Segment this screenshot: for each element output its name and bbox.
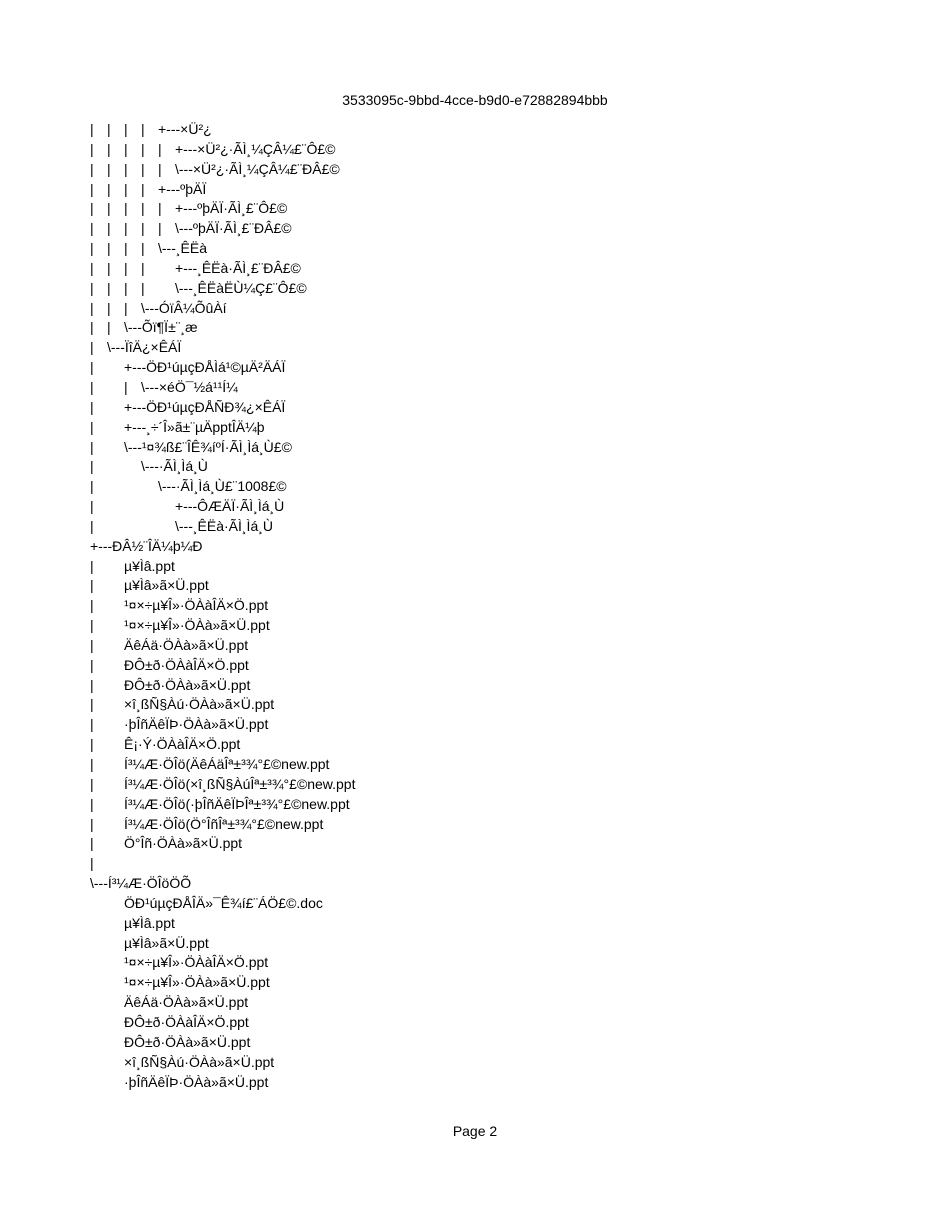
tree-branch-bar: | <box>124 200 128 217</box>
tree-line <box>90 557 910 577</box>
tree-entry-text: ·þÎñÄêÏÞ·ÖÀà»ã×Ü.ppt <box>124 1073 269 1090</box>
tree-line <box>90 120 910 140</box>
tree-entry-text: Í³¼Æ·ÖÎö(·þÎñÄêÏÞÎª±³¾°£©new.ppt <box>124 795 350 812</box>
tree-line <box>90 1033 910 1053</box>
tree-entry-text: ¹¤×÷µ¥Î»·ÖÀàÎÄ×Ö.ppt <box>124 597 269 614</box>
tree-entry-text: \---Í³¼Æ·ÖÎöÖÕ <box>90 875 192 892</box>
tree-branch-bar: | <box>141 279 145 296</box>
tree-entry-text: Í³¼Æ·ÖÎö(×î¸ßÑ§ÀúÎª±³¾°£©new.ppt <box>124 775 356 792</box>
tree-branch-bar: | <box>141 140 145 157</box>
tree-branch-bar: | <box>107 259 111 276</box>
tree-entry-text: ÖÐ¹úµçÐÅÎÄ»¯Ê¾í£¨ÁÖ£©.doc <box>124 894 323 911</box>
tree-entry-text: +---¸÷´Î»ã±¨µÄpptÎÄ¼þ <box>124 418 265 435</box>
tree-branch-bar: | <box>107 319 111 336</box>
tree-entry-text: ·þÎñÄêÏÞ·ÖÀà»ã×Ü.ppt <box>124 716 269 733</box>
tree-branch-bar: | <box>90 736 94 753</box>
tree-line <box>90 695 910 715</box>
page-number: Page 2 <box>452 1123 498 1139</box>
tree-line <box>90 140 910 160</box>
tree-entry-text: \---¹¤¾ß£¨ÎÊ¾íºÍ·ÃÌ¸Ìá¸Ù£© <box>124 438 292 455</box>
tree-branch-bar: | <box>90 557 94 574</box>
tree-entry-text: ¹¤×÷µ¥Î»·ÖÀàÎÄ×Ö.ppt <box>124 954 269 971</box>
tree-branch-bar: | <box>90 756 94 772</box>
tree-branch-bar: | <box>124 180 128 197</box>
tree-entry-text: Í³¼Æ·ÖÎö(Ö°ÎñÎª±³¾°£©new.ppt <box>124 815 324 832</box>
tree-line <box>90 160 910 180</box>
tree-branch-bar: | <box>124 140 128 157</box>
tree-entry-text: ÄêÁä·ÖÀà»ã×Ü.ppt <box>124 636 249 653</box>
tree-line <box>90 656 910 676</box>
tree-line <box>90 874 910 894</box>
tree-line <box>90 993 910 1013</box>
tree-entry-text: Ö°Îñ·ÖÀà»ã×Ü.ppt <box>124 835 243 852</box>
tree-entry-text: \---Õï¶Ï±¨¸æ <box>124 319 198 336</box>
tree-entry-text: +---ÖÐ¹úµçÐÅÑÐ¾¿×ÊÁÏ <box>124 398 286 415</box>
tree-line <box>90 636 910 656</box>
tree-branch-bar: | <box>90 498 94 515</box>
tree-branch-bar: | <box>90 378 94 395</box>
tree-line <box>90 854 910 874</box>
tree-branch-bar: | <box>90 279 94 296</box>
tree-entry-text: Í³¼Æ·ÖÎö(ÄêÁäÎª±³¾°£©new.ppt <box>124 756 330 772</box>
tree-line <box>90 616 910 636</box>
tree-entry-text: +---¸ÊËà·ÃÌ¸£¨ÐÂ£© <box>175 259 301 276</box>
tree-branch-bar: | <box>141 240 145 257</box>
tree-branch-bar: | <box>124 160 128 177</box>
tree-branch-bar: | <box>124 279 128 296</box>
tree-entry-text: µ¥Ìâ.ppt <box>124 914 175 931</box>
tree-line <box>90 834 910 854</box>
tree-entry-text: ÐÔ±ð·ÖÀà»ã×Ü.ppt <box>124 1033 251 1050</box>
tree-entry-text: \---¸ÊËàËÙ¼Ç£¨Ô£© <box>175 279 307 296</box>
tree-line <box>90 1053 910 1073</box>
tree-entry-text: +---ºþÄÏ·ÃÌ¸£¨Ô£© <box>175 200 288 217</box>
tree-branch-bar: | <box>158 220 162 237</box>
tree-entry-text: ÐÔ±ð·ÖÀàÎÄ×Ö.ppt <box>124 1013 249 1030</box>
tree-branch-bar: | <box>107 180 111 197</box>
tree-entry-text: +---ºþÄÏ <box>158 180 207 197</box>
tree-line <box>90 596 910 616</box>
tree-branch-bar: | <box>90 676 94 693</box>
tree-branch-bar: | <box>90 716 94 733</box>
tree-entry-text: \---·ÃÌ¸Ìá¸Ù£¨1008£© <box>158 478 287 495</box>
tree-line <box>90 418 910 438</box>
tree-line <box>90 735 910 755</box>
tree-entry-text: +---ÔÆÄÏ·ÃÌ¸Ìá¸Ù <box>175 498 285 515</box>
tree-branch-bar: | <box>90 299 94 316</box>
tree-entry-text: ×î¸ßÑ§Àú·ÖÀà»ã×Ü.ppt <box>124 1053 275 1070</box>
tree-entry-text: \---·ÃÌ¸Ìá¸Ù <box>141 458 208 475</box>
tree-branch-bar: | <box>124 259 128 276</box>
tree-line <box>90 953 910 973</box>
tree-line <box>90 1013 910 1033</box>
tree-branch-bar: | <box>141 200 145 217</box>
tree-entry-text: ¹¤×÷µ¥Î»·ÖÀà»ã×Ü.ppt <box>124 617 270 634</box>
tree-branch-bar: | <box>90 597 94 614</box>
tree-branch-bar: | <box>90 240 94 257</box>
tree-line <box>90 378 910 398</box>
tree-branch-bar: | <box>90 517 94 534</box>
tree-branch-bar: | <box>141 160 145 177</box>
tree-line <box>90 259 910 279</box>
tree-branch-bar: | <box>90 140 94 157</box>
tree-line <box>90 576 910 596</box>
tree-entry-text: µ¥Ìâ.ppt <box>124 557 175 574</box>
tree-line <box>90 299 910 319</box>
tree-branch-bar: | <box>107 220 111 237</box>
tree-line <box>90 676 910 696</box>
tree-branch-bar: | <box>158 140 162 157</box>
tree-branch-bar: | <box>90 160 94 177</box>
tree-entry-text: Ê¡·Ý·ÖÀàÎÄ×Ö.ppt <box>124 736 241 753</box>
tree-branch-bar: | <box>90 259 94 276</box>
tree-entry-text: \---¸ÊËà·ÃÌ¸Ìá¸Ù <box>175 517 273 534</box>
tree-entry-text: +---ÖÐ¹úµçÐÅÌá¹©µÄ²ÄÁÏ <box>124 359 286 376</box>
tree-branch-bar: | <box>107 160 111 177</box>
tree-line <box>90 715 910 735</box>
tree-line <box>90 239 910 259</box>
tree-line <box>90 398 910 418</box>
tree-branch-bar: | <box>90 636 94 653</box>
tree-line <box>90 1073 910 1093</box>
tree-entry-text: ¹¤×÷µ¥Î»·ÖÀà»ã×Ü.ppt <box>124 974 270 991</box>
tree-branch-bar: | <box>90 855 94 872</box>
tree-entry-text: \---ÏîÄ¿×ÊÁÏ <box>107 339 182 356</box>
tree-line <box>90 318 910 338</box>
tree-branch-bar: | <box>141 180 145 197</box>
tree-line <box>90 894 910 914</box>
tree-branch-bar: | <box>124 220 128 237</box>
tree-branch-bar: | <box>107 279 111 296</box>
tree-line <box>90 180 910 200</box>
tree-branch-bar: | <box>90 398 94 415</box>
tree-entry-text: ÐÔ±ð·ÖÀà»ã×Ü.ppt <box>124 676 251 693</box>
tree-branch-bar: | <box>124 378 128 395</box>
tree-line <box>90 279 910 299</box>
tree-entry-text: ÄêÁä·ÖÀà»ã×Ü.ppt <box>124 994 249 1011</box>
tree-branch-bar: | <box>141 259 145 276</box>
tree-line <box>90 477 910 497</box>
tree-entry-text: ÐÔ±ð·ÖÀàÎÄ×Ö.ppt <box>124 656 249 673</box>
tree-entry-text: \---ÓïÂ¼ÕûÀí <box>141 299 227 316</box>
tree-entry-text: \---×Ü²¿·ÃÌ¸¼ÇÂ¼£¨ÐÂ£© <box>175 160 340 177</box>
tree-branch-bar: | <box>124 240 128 257</box>
tree-branch-bar: | <box>124 121 128 137</box>
tree-line <box>90 815 910 835</box>
tree-entry-text: µ¥Ìâ»ã×Ü.ppt <box>124 934 209 951</box>
tree-line <box>90 438 910 458</box>
tree-branch-bar: | <box>107 121 111 137</box>
tree-line <box>90 973 910 993</box>
tree-branch-bar: | <box>90 200 94 217</box>
tree-branch-bar: | <box>124 299 128 316</box>
tree-branch-bar: | <box>107 299 111 316</box>
tree-branch-bar: | <box>90 835 94 852</box>
page-header-doc-id: 3533095c-9bbd-4cce-b9d0-e72882894bbb <box>342 92 608 108</box>
tree-entry-text: +---×Ü²¿ <box>158 121 212 137</box>
tree-branch-bar: | <box>141 121 145 137</box>
tree-branch-bar: | <box>90 775 94 792</box>
tree-branch-bar: | <box>158 200 162 217</box>
tree-line <box>90 914 910 934</box>
tree-entry-text: \---×éÖ¯½á¹¹Í¼ <box>141 378 238 395</box>
tree-line <box>90 755 910 775</box>
tree-entry-text: µ¥Ìâ»ã×Ü.ppt <box>124 577 209 594</box>
tree-branch-bar: | <box>90 617 94 634</box>
tree-entry-text: \---ºþÄÏ·ÃÌ¸£¨ÐÂ£© <box>175 220 292 237</box>
tree-branch-bar: | <box>90 795 94 812</box>
tree-line <box>90 457 910 477</box>
tree-branch-bar: | <box>90 458 94 475</box>
tree-branch-bar: | <box>90 180 94 197</box>
tree-entry-text: +---×Ü²¿·ÃÌ¸¼ÇÂ¼£¨Ô£© <box>175 140 336 157</box>
tree-line <box>90 537 910 557</box>
tree-branch-bar: | <box>107 200 111 217</box>
tree-line <box>90 358 910 378</box>
tree-line <box>90 795 910 815</box>
directory-tree-listing <box>90 120 910 1092</box>
tree-branch-bar: | <box>158 160 162 177</box>
tree-entry-text: \---¸ÊËà <box>158 240 207 257</box>
tree-branch-bar: | <box>90 478 94 495</box>
tree-line <box>90 497 910 517</box>
tree-branch-bar: | <box>107 240 111 257</box>
tree-branch-bar: | <box>90 438 94 455</box>
tree-branch-bar: | <box>90 696 94 713</box>
tree-branch-bar: | <box>90 815 94 832</box>
tree-entry-text: +---ÐÂ½¨ÎÄ¼þ¼Ð <box>90 537 203 554</box>
tree-branch-bar: | <box>90 121 94 137</box>
tree-branch-bar: | <box>90 339 94 356</box>
tree-line <box>90 517 910 537</box>
tree-entry-text: ×î¸ßÑ§Àú·ÖÀà»ã×Ü.ppt <box>124 696 275 713</box>
tree-branch-bar: | <box>107 140 111 157</box>
tree-branch-bar: | <box>141 220 145 237</box>
tree-line <box>90 338 910 358</box>
tree-branch-bar: | <box>90 577 94 594</box>
tree-branch-bar: | <box>90 319 94 336</box>
tree-branch-bar: | <box>90 418 94 435</box>
tree-line <box>90 934 910 954</box>
tree-branch-bar: | <box>90 359 94 376</box>
tree-line <box>90 775 910 795</box>
tree-line <box>90 199 910 219</box>
tree-branch-bar: | <box>90 656 94 673</box>
tree-line <box>90 219 910 239</box>
tree-branch-bar: | <box>90 220 94 237</box>
